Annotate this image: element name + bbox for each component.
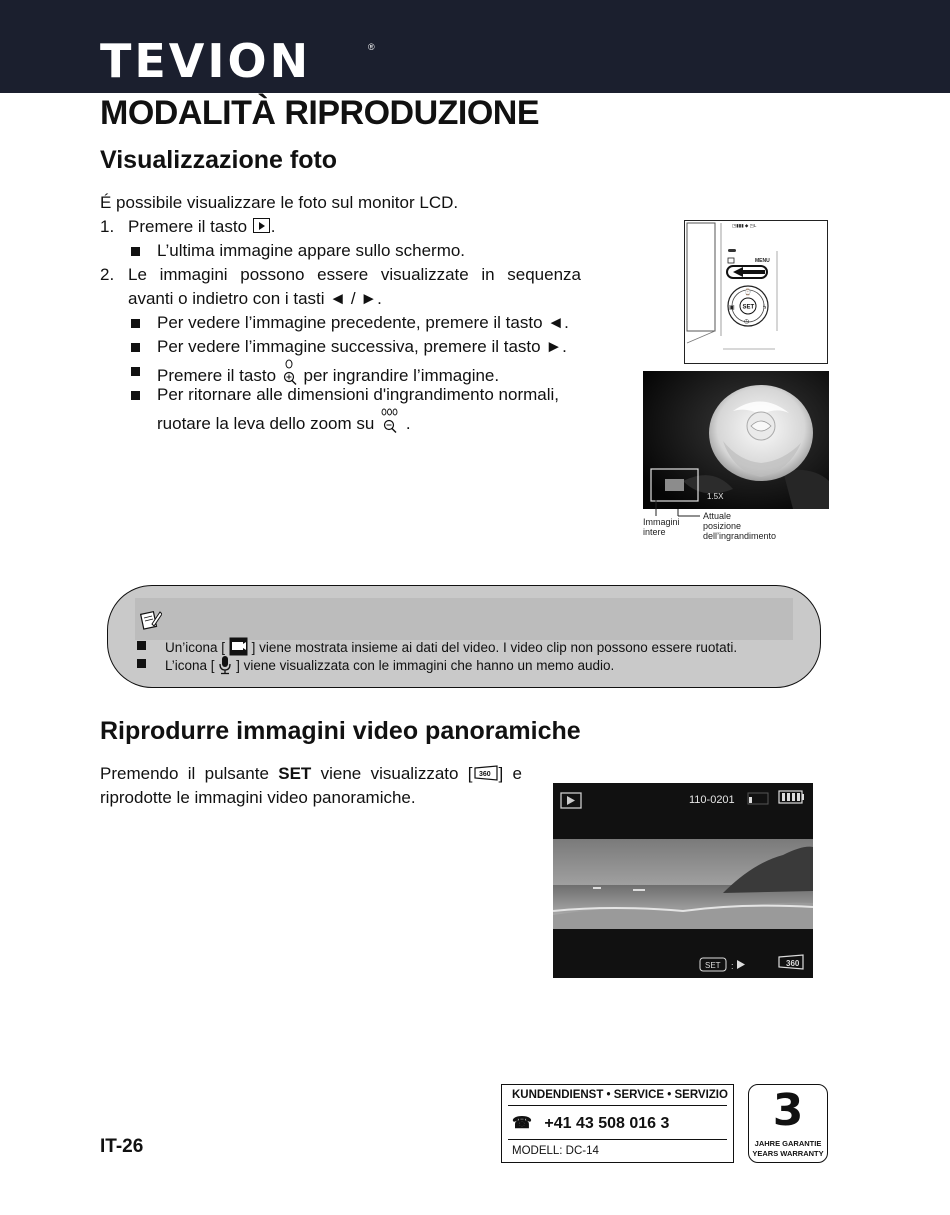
bullet-previous: Per vedere l’immagine precedente, premere il tasto ◄. [157, 313, 569, 332]
divider [508, 1139, 727, 1140]
bullet-square-icon [137, 656, 146, 671]
camera-set-label: SET [742, 304, 755, 311]
note-pencil-icon [140, 608, 162, 630]
zoom-level-label: 1.5X [707, 492, 724, 501]
panorama-text-mid: viene visualizzato [ [320, 764, 473, 783]
warranty-line-1: JAHRE GARANTIE [754, 1139, 822, 1148]
step-1 [128, 215, 276, 239]
panorama-line-1 [100, 762, 522, 786]
svg-text::: : [731, 961, 734, 971]
rose-photo [643, 371, 829, 509]
svg-text:360: 360 [478, 771, 491, 778]
bullet-zoom-in-post: per ingrandire l’immagine. [303, 366, 500, 385]
svg-text:⌚: ⌚ [744, 290, 752, 296]
panorama-screen-drawing [553, 783, 813, 978]
panorama-text-end: ] e [498, 764, 522, 783]
label-full-image-line-1: Immagini [643, 517, 680, 527]
panorama-360-icon [473, 765, 499, 781]
step-2-line-1: Le immagini possono essere visualizzate in sequenza [128, 265, 581, 284]
label-zoom-position-line-3: dell’ingrandimento [703, 531, 777, 541]
bullet-square-icon [131, 335, 140, 359]
step-1-text: Premere il tasto [128, 217, 248, 236]
bullet-zoom-in-pre: Premere il tasto [157, 366, 277, 385]
service-label: KUNDENDIENST • SERVICE • SERVIZIO [512, 1089, 728, 1101]
label-zoom-position-line-1: Attuale [703, 511, 732, 521]
label-full-image-line-2: intere [643, 527, 666, 537]
phone-number: +41 43 508 016 3 [544, 1115, 670, 1132]
bullet-square-icon [137, 638, 146, 653]
note-line-audio [165, 655, 614, 675]
label-zoom-position-line-2: posizione [703, 521, 742, 531]
note-line-audio-post: ] viene visualizzata con le immagini che hanno un memo audio. [236, 658, 615, 673]
section-heading-photo: Visualizzazione foto [100, 146, 338, 174]
intro-text: É possibile visualizzare le foto sul monitor LCD. [100, 193, 459, 212]
panorama-playback-screen [553, 783, 813, 978]
label-full-image [643, 517, 680, 537]
brand-logo: TEVION [100, 34, 312, 88]
set-button-label: SET [705, 961, 721, 970]
bullet-zoom-reset-end: . [405, 414, 411, 433]
note-line-video [165, 637, 737, 656]
step-2-line-2: avanti o indietro con i tasti ◄ / ►. [128, 289, 382, 308]
step-number: 2. [100, 265, 115, 284]
service-phone [512, 1113, 669, 1133]
warranty-badge [748, 1084, 828, 1163]
page-title: MODALITÀ RIPRODUZIONE [100, 94, 540, 132]
bullet-square-icon [131, 383, 140, 407]
bullet-next: Per vedere l’immagine successiva, premere il tasto ►. [157, 337, 567, 356]
set-key-label: SET [278, 764, 312, 783]
step-number: 1. [100, 217, 115, 236]
note-line-video-post: ] viene mostrata insieme ai dati del video. I video clip non possono essere ruotati. [251, 640, 738, 655]
microphone-icon [218, 655, 232, 675]
brand-registered-mark: ® [368, 42, 375, 52]
service-box [501, 1084, 734, 1163]
note-line-video-pre: Un’icona [ [165, 640, 226, 655]
svg-text:◷: ◷ [744, 319, 750, 325]
step-1-end: . [270, 217, 276, 236]
panorama-line-2: riprodotte le immagini video panoramiche. [100, 788, 416, 807]
camera-back-illustration [684, 220, 828, 364]
model-label: MODELL: DC-14 [512, 1145, 599, 1157]
bullet-square-icon [131, 239, 140, 263]
svg-text:ϟ: ϟ [763, 305, 767, 311]
page-number: IT-26 [100, 1136, 144, 1157]
panorama-instructions [100, 762, 522, 810]
svg-text:◳▮▮▮ ◆ ◳L: ◳▮▮▮ ◆ ◳L [732, 223, 757, 228]
camera-menu-label: MENU [755, 258, 770, 264]
svg-text:▣: ▣ [729, 305, 735, 311]
divider [508, 1105, 727, 1106]
telephone-icon: ☎ [512, 1115, 532, 1132]
bullet-zoom-reset-text: ruotare la leva dello zoom su [157, 414, 375, 433]
note-line-audio-pre: L’icona [ [165, 658, 215, 673]
play-key-icon [253, 218, 270, 233]
zoomed-photo-example [643, 371, 829, 509]
panorama-text-pre: Premendo il pulsante [100, 764, 269, 783]
section-heading-panorama: Riprodurre immagini video panoramiche [100, 717, 581, 745]
panorama-360-label: 360 [786, 959, 800, 968]
bullet-zoom-reset-line-1: Per ritornare alle dimensioni d'ingrandimento normali, [157, 385, 559, 404]
bullet-square-icon [131, 311, 140, 335]
camera-controls-drawing [685, 221, 826, 362]
warranty-years: 3 [772, 1085, 804, 1136]
bullet-zoom-reset-line-2 [157, 407, 411, 436]
label-zoom-position [703, 511, 776, 541]
step-1-bullet: L’ultima immagine appare sullo schermo. [157, 241, 466, 260]
file-number-label: 110-0201 [689, 794, 735, 806]
warranty-line-2: YEARS WARRANTY [752, 1149, 824, 1158]
zoom-out-icon [379, 407, 401, 435]
note-header-band [135, 598, 793, 640]
bullet-square-icon [131, 359, 140, 383]
video-info-icon [229, 637, 248, 656]
